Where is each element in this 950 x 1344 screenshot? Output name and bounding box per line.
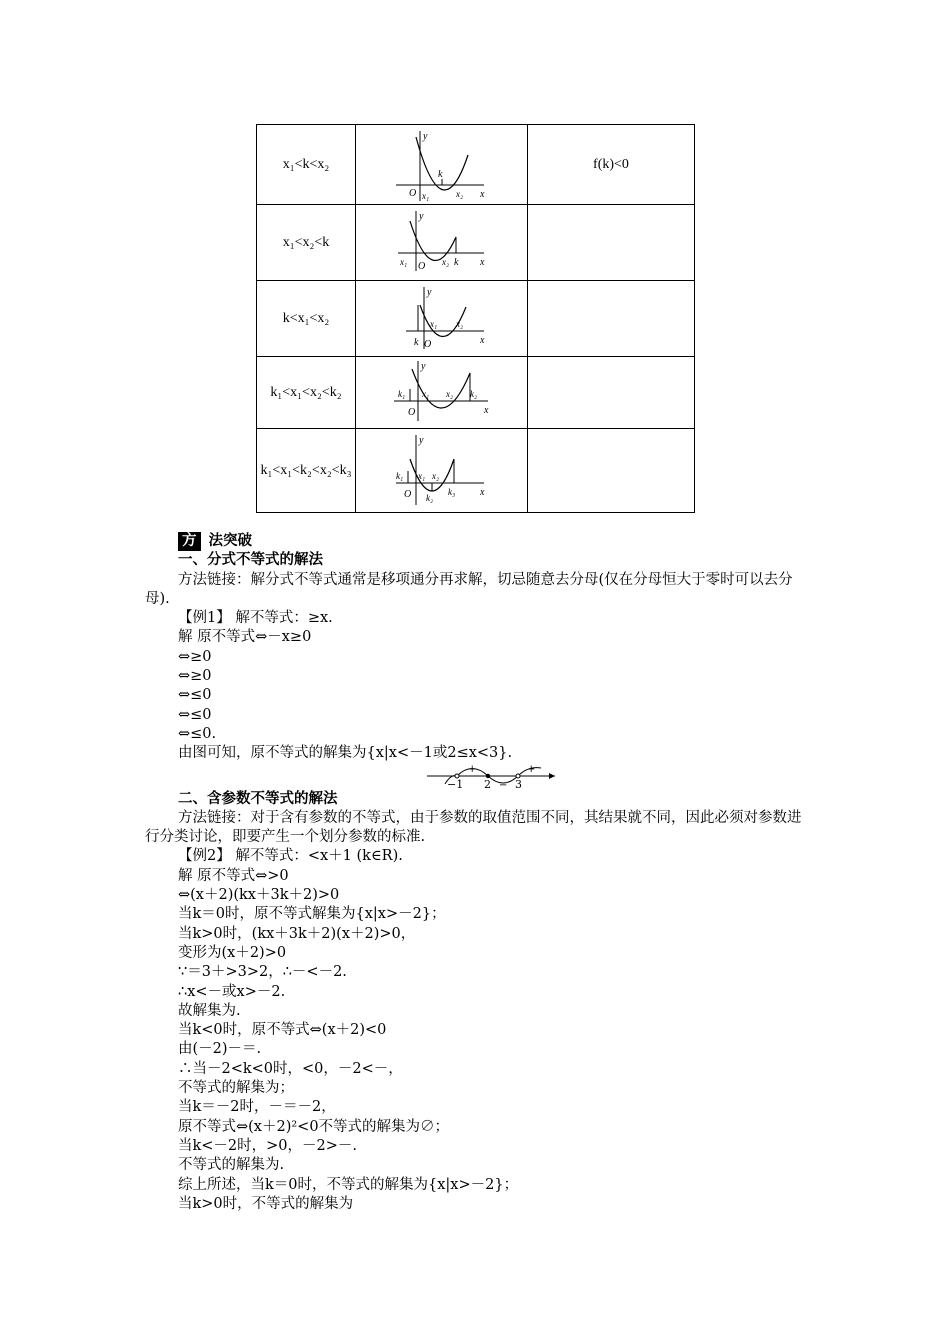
table-row <box>257 281 695 357</box>
k-label: k₂ <box>425 492 433 503</box>
root-label: x₂ <box>455 318 463 329</box>
solution-line: 解 原不等式⇔－x≥0 <box>178 629 312 646</box>
part1-method: 方法链接：解分式不等式通常是移项通分再求解，切忌随意去分母(仅在分母恒大于零时可以去分母). <box>145 571 793 607</box>
k-label: k <box>453 256 458 268</box>
table-row <box>257 429 695 513</box>
section-heading <box>145 532 810 551</box>
k-label: k <box>437 168 442 180</box>
sign-label: + <box>527 763 536 775</box>
solution-line: 不等式的解集为； <box>178 1080 294 1097</box>
graph-cell <box>356 125 528 205</box>
condition-text: k₁<x₁<k₂<x₂<k₃ <box>260 463 352 478</box>
axis-label: x <box>483 404 488 416</box>
solution-line: 由图可知，原不等式的解集为{x|x<－1或2≤x<3}. <box>178 745 513 762</box>
condition-cell <box>257 125 356 205</box>
solution-line: 当k＝－2时，－＝－2， <box>178 1099 336 1116</box>
parabola-graph <box>392 431 492 511</box>
condition-text: k₁<x₁<x₂<k₂ <box>270 384 342 400</box>
graph-cell <box>356 429 528 513</box>
condition-cell <box>257 429 356 513</box>
sign-label: − <box>499 779 508 790</box>
parabola-graph <box>390 359 494 427</box>
condition-cell <box>257 205 356 281</box>
example2-problem: 【例2】 解不等式：<x＋1 (k∈R). <box>178 848 403 865</box>
k-label: k₂ <box>469 388 477 399</box>
origin-label: O <box>423 338 431 350</box>
parabola-graph <box>392 207 492 279</box>
parabola-graph <box>392 127 492 203</box>
example1-problem: 【例1】 解不等式：≥x. <box>178 610 333 627</box>
axis-label: y <box>426 286 431 298</box>
k-label: k₁ <box>397 388 405 399</box>
k-label: k₁ <box>395 470 403 481</box>
table-row <box>257 125 695 205</box>
condition-cell <box>257 281 356 357</box>
solution-line: 当k＝0时，原不等式解集为{x|x>－2}； <box>178 906 446 923</box>
section-badge: 方 <box>178 532 201 551</box>
solution-line: 故解集为. <box>178 1002 241 1019</box>
root-label: x₂ <box>441 256 449 267</box>
k-label: k₃ <box>447 486 455 497</box>
solution-line: ⇔≤0. <box>178 725 217 742</box>
graph-cell <box>356 205 528 281</box>
condition-text: x₁<k<x₂ <box>282 156 330 172</box>
solution-line: 当k<－2时，>0，－2>－. <box>178 1137 358 1154</box>
solution-line: 解 原不等式⇔>0 <box>178 867 289 884</box>
result-cell <box>528 125 695 205</box>
root-distribution-table <box>256 124 695 513</box>
solution-line: 变形为(x＋2)>0 <box>178 944 287 961</box>
part2-title: 二、含参数不等式的解法 <box>178 790 338 807</box>
condition-text: x₁<x₂<k <box>282 234 330 250</box>
origin-label: O <box>407 406 415 418</box>
solution-line: 由(－2)－＝. <box>178 1041 262 1058</box>
root-label: x₁ <box>429 318 437 329</box>
root-label: x₂ <box>445 388 453 399</box>
origin-label: O <box>403 488 411 500</box>
solution-line: ⇔≤0 <box>178 706 212 723</box>
solution-line: 当k>0时，(kx＋3k＋2)(x＋2)>0， <box>178 925 416 942</box>
result-cell <box>528 357 695 429</box>
result-text: f(k)<0 <box>593 156 629 172</box>
root-label: x₁ <box>399 256 407 267</box>
root-label: x₂ <box>455 188 463 199</box>
sign-number-line <box>145 764 810 790</box>
number-line-row <box>145 764 810 790</box>
part1-title: 一、分式不等式的解法 <box>178 552 323 569</box>
solution-line: ⇔(x＋2)(kx＋3k＋2)>0 <box>178 887 340 904</box>
axis-label: y <box>422 130 427 142</box>
solution-line: 综上所述，当k＝0时，不等式的解集为{x|x>－2}； <box>178 1176 519 1193</box>
condition-text: k<x₁<x₂ <box>282 310 330 326</box>
solution-line: 当k<0时，原不等式⇔(x＋2)<0 <box>178 1022 387 1039</box>
solution-line: ∴x<－或x>－2. <box>178 983 286 1000</box>
axis-label: y <box>420 360 425 372</box>
solution-line: ⇔≤0 <box>178 687 212 704</box>
number-line-label: −1 <box>447 777 464 790</box>
axis-label: x <box>479 486 484 498</box>
axis-label: x <box>479 188 484 200</box>
number-line-label: 3 <box>515 777 522 790</box>
section-title: 法突破 <box>208 533 252 549</box>
axis-label: x <box>479 256 484 268</box>
article-body <box>145 532 810 1214</box>
solution-line: 不等式的解集为. <box>178 1157 285 1174</box>
origin-label: O <box>417 260 425 272</box>
solution-line: ∴当－2<k<0时，<0，－2<－， <box>178 1060 403 1077</box>
result-cell <box>528 429 695 513</box>
graph-cell <box>356 281 528 357</box>
number-line-label: 2 <box>484 777 491 790</box>
result-cell <box>528 281 695 357</box>
table-row <box>257 357 695 429</box>
root-label: x₁ <box>417 470 425 481</box>
solution-line: ∵＝3＋>3>2，∴－<－2. <box>178 964 347 981</box>
part2-method: 方法链接：对于含有参数的不等式，由于参数的取值范围不同，其结果就不同，因此必须对参数进行分类讨论，即要产生一个划分参数的标准. <box>145 809 802 846</box>
axis-label: x <box>479 334 484 346</box>
solution-line: ⇔≥0 <box>178 648 212 665</box>
graph-cell <box>356 357 528 429</box>
sign-label: + <box>468 763 477 775</box>
axis-label: y <box>418 434 423 446</box>
solution-line: 当k>0时，不等式的解集为 <box>178 1195 354 1212</box>
root-label: x₁ <box>421 190 429 201</box>
table-row <box>257 205 695 281</box>
solution-line: ⇔≥0 <box>178 668 212 685</box>
k-label: k <box>413 336 418 348</box>
result-cell <box>528 205 695 281</box>
solution-line: 原不等式⇔(x＋2)²<0不等式的解集为∅； <box>178 1118 450 1135</box>
axis-label: y <box>418 210 423 222</box>
parabola-graph <box>392 283 492 355</box>
root-label: x₂ <box>431 470 439 481</box>
root-label: x₁ <box>421 388 429 399</box>
condition-cell <box>257 357 356 429</box>
origin-label: O <box>408 187 416 199</box>
